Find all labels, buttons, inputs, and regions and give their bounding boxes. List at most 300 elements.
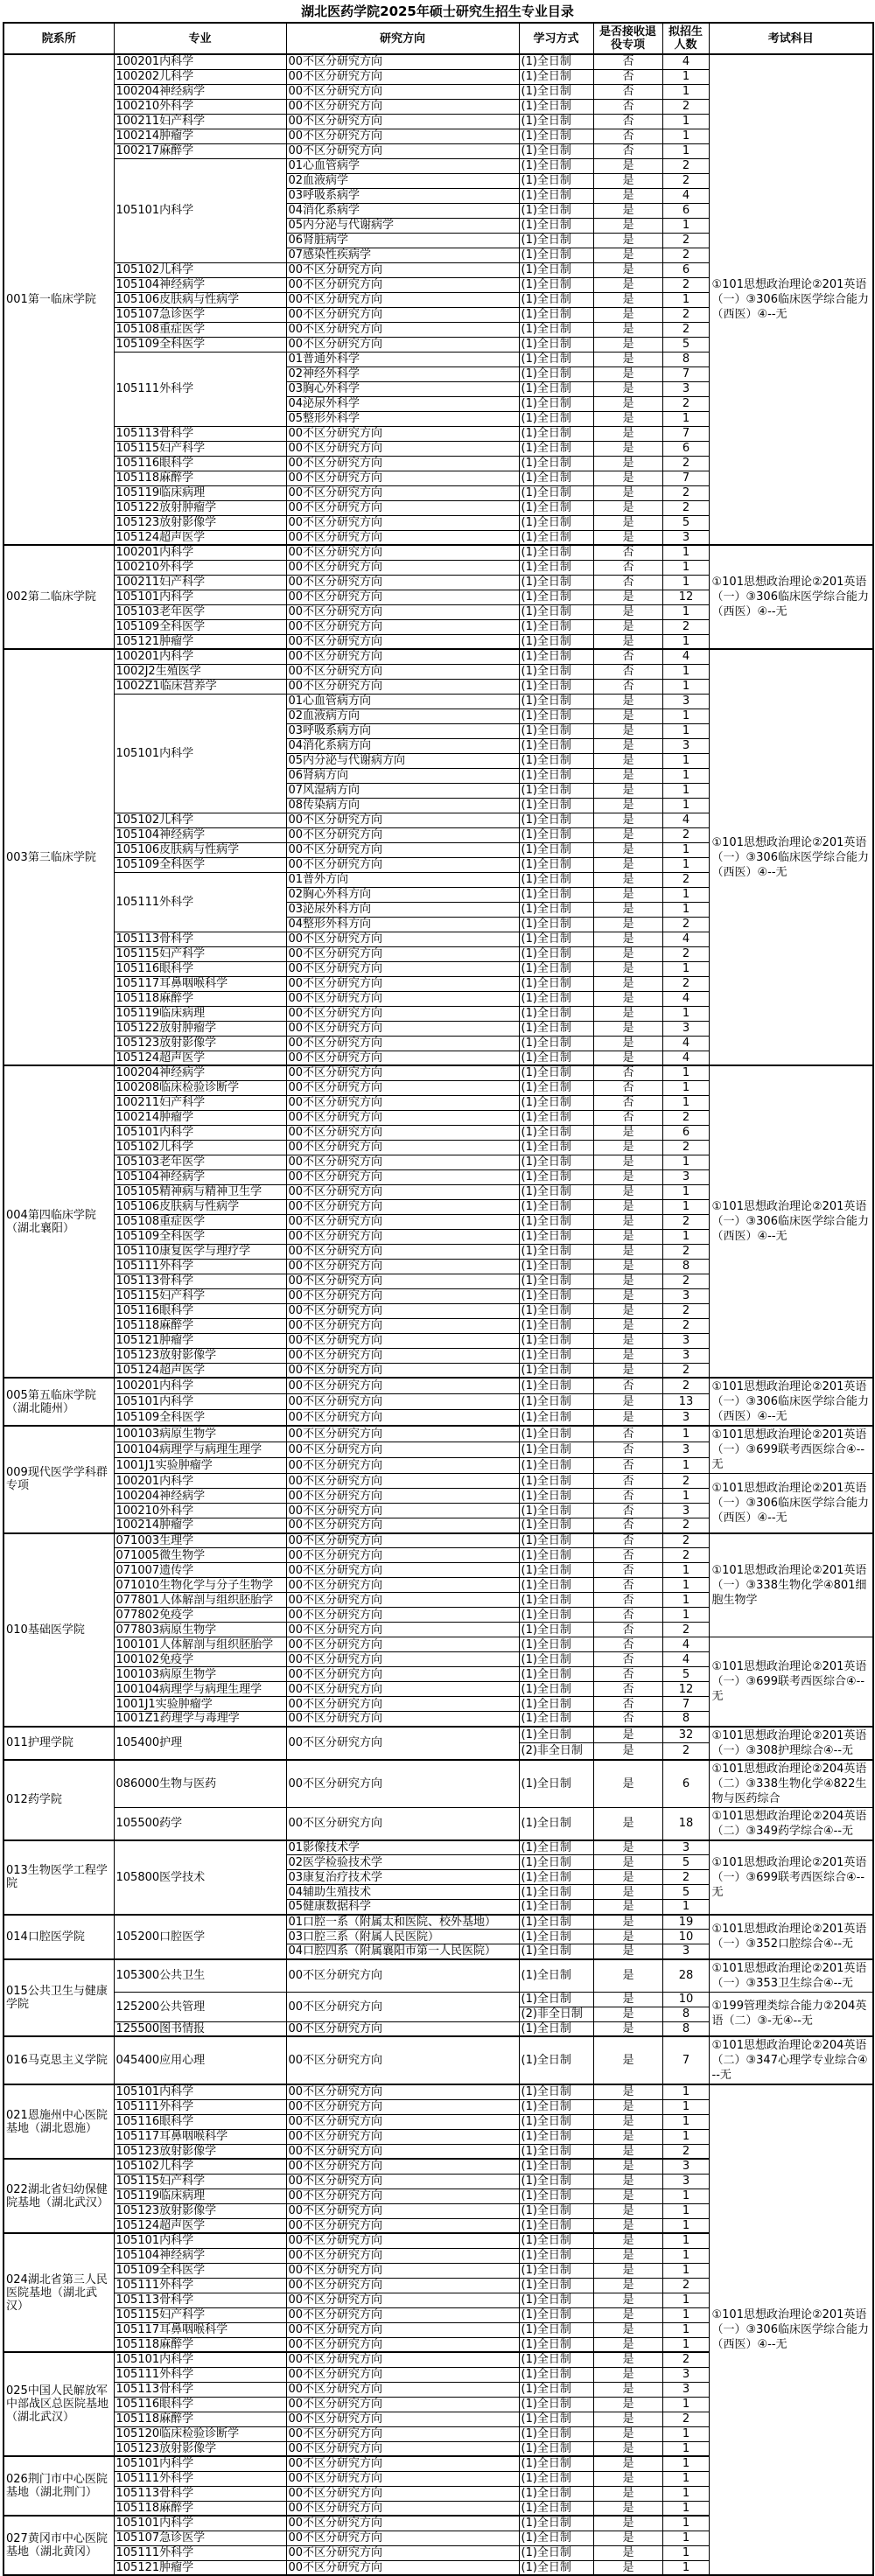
veteran-cell: 是 [593,1363,662,1378]
direction-cell: 00不区分研究方向 [286,1533,519,1548]
college-cell: 024湖北省第三人民医院基地（湖北武汉） [4,2233,114,2352]
veteran-cell: 否 [593,1667,662,1682]
veteran-cell: 是 [593,2263,662,2278]
study-mode-cell: (1)全日制 [519,292,593,307]
study-mode-cell: (1)全日制 [519,1608,593,1623]
col-header-study-mode: 学习方式 [519,23,593,54]
quota-cell: 1 [662,84,709,99]
exam-subjects-cell: ①101思想政治理论②201英语（一）③306临床医学综合能力（西医）④--无 [709,1065,873,1378]
direction-cell: 00不区分研究方向 [286,1051,519,1065]
quota-cell: 2 [662,277,709,292]
veteran-cell: 是 [593,2382,662,2397]
major-cell: 100210外科学 [114,1504,286,1518]
direction-cell: 04消化系病学 [286,203,519,218]
veteran-cell: 是 [593,2441,662,2456]
major-cell: 105102儿科学 [114,2159,286,2174]
quota-cell: 1 [662,2516,709,2531]
quota-cell: 1 [662,2337,709,2352]
veteran-cell: 是 [593,1807,662,1840]
veteran-cell: 是 [593,1318,662,1333]
direction-cell: 00不区分研究方向 [286,1288,519,1303]
direction-cell: 00不区分研究方向 [286,604,519,619]
veteran-cell: 是 [593,694,662,709]
quota-cell: 3 [662,2382,709,2397]
veteran-cell: 是 [593,2174,662,2189]
quota-cell: 1 [662,723,709,738]
veteran-cell: 是 [593,619,662,634]
veteran-cell: 否 [593,1608,662,1623]
study-mode-cell: (1)全日制 [519,560,593,575]
quota-cell: 1 [662,902,709,917]
veteran-cell: 是 [593,932,662,946]
direction-cell: 00不区分研究方向 [286,2099,519,2114]
direction-cell: 00不区分研究方向 [286,441,519,456]
veteran-cell: 是 [593,1900,662,1915]
college-cell: 022湖北省妇幼保健院基地（湖北武汉） [4,2159,114,2233]
study-mode-cell: (1)全日制 [519,2441,593,2456]
col-header-veteran: 是否接收退役专项 [593,23,662,54]
direction-cell: 00不区分研究方向 [286,2278,519,2293]
quota-cell: 2 [662,1318,709,1333]
major-cell: 105102儿科学 [114,813,286,827]
table-row [4,1959,873,1993]
direction-cell: 00不区分研究方向 [286,2367,519,2382]
major-cell: 071010生物化学与分子生物学 [114,1578,286,1593]
direction-cell: 00不区分研究方向 [286,2456,519,2471]
direction-cell: 00不区分研究方向 [286,292,519,307]
veteran-cell: 是 [593,1274,662,1288]
major-cell: 105109全科医学 [114,857,286,872]
veteran-cell: 是 [593,426,662,441]
study-mode-cell: (1)全日制 [519,1667,593,1682]
page-title: 湖北医药学院2025年硕士研究生招生专业目录 [301,3,574,19]
major-cell: 105122放射肿瘤学 [114,1021,286,1036]
quota-cell: 1 [662,887,709,902]
major-cell: 105113骨科学 [114,932,286,946]
veteran-cell: 是 [593,1140,662,1155]
veteran-cell: 否 [593,1712,662,1727]
direction-cell: 00不区分研究方向 [286,991,519,1006]
major-cell: 105118麻醉学 [114,2501,286,2516]
direction-cell: 00不区分研究方向 [286,2293,519,2307]
major-cell: 105121肿瘤学 [114,634,286,649]
study-mode-cell: (1)全日制 [519,1682,593,1697]
study-mode-cell: (1)全日制 [519,738,593,753]
study-mode-cell: (1)全日制 [519,664,593,679]
quota-cell: 5 [662,515,709,530]
major-cell: 105113骨科学 [114,2293,286,2307]
veteran-cell: 是 [593,2412,662,2426]
study-mode-cell: (1)全日制 [519,753,593,768]
quota-cell: 1 [662,2560,709,2575]
direction-cell: 00不区分研究方向 [286,664,519,679]
veteran-cell: 是 [593,1288,662,1303]
quota-cell: 1 [662,604,709,619]
direction-cell: 00不区分研究方向 [286,2248,519,2263]
study-mode-cell: (1)全日制 [519,143,593,158]
direction-cell: 05内分泌与代谢病方向 [286,753,519,768]
major-cell: 105110康复医学与理疗学 [114,1244,286,1259]
veteran-cell: 是 [593,753,662,768]
major-cell: 100201内科学 [114,54,286,69]
direction-cell: 00不区分研究方向 [286,530,519,545]
direction-cell: 00不区分研究方向 [286,1489,519,1504]
table-row [4,1378,873,1393]
study-mode-cell: (1)全日制 [519,1652,593,1667]
major-cell: 105109全科医学 [114,337,286,352]
quota-cell: 2 [662,827,709,842]
direction-cell: 00不区分研究方向 [286,2036,519,2084]
study-mode-cell: (1)全日制 [519,233,593,248]
major-cell: 100217麻醉学 [114,143,286,158]
direction-cell: 03呼吸系病学 [286,188,519,203]
college-cell: 016马克思主义学院 [4,2036,114,2084]
quota-cell: 7 [662,471,709,485]
major-cell: 105300公共卫生 [114,1959,286,1993]
study-mode-cell: (1)全日制 [519,604,593,619]
major-cell: 105104神经病学 [114,2248,286,2263]
exam-subjects-cell: ①101思想政治理论②201英语（一）③699联考西医综合④--无 [709,1637,873,1727]
veteran-cell: 是 [593,1214,662,1229]
direction-cell: 00不区分研究方向 [286,1652,519,1667]
quota-cell: 2 [662,1214,709,1229]
direction-cell: 00不区分研究方向 [286,575,519,590]
quota-cell: 1 [662,2501,709,2516]
quota-cell: 1 [662,69,709,84]
major-cell: 1001J1实验肿瘤学 [114,1457,286,1473]
exam-subjects-cell: ①101思想政治理论②204英语（二）③349药学综合④--无 [709,1807,873,1840]
direction-cell: 00不区分研究方向 [286,2531,519,2545]
study-mode-cell: (1)全日制 [519,1348,593,1363]
veteran-cell: 是 [593,2397,662,2412]
direction-cell: 01心血管病方向 [286,694,519,709]
quota-cell: 10 [662,1992,709,2007]
quota-cell: 3 [662,1840,709,1855]
veteran-cell: 是 [593,1199,662,1214]
quota-cell: 2 [662,248,709,262]
veteran-cell: 是 [593,233,662,248]
quota-cell: 19 [662,1915,709,1930]
veteran-cell: 是 [593,2021,662,2036]
veteran-cell: 是 [593,173,662,188]
direction-cell: 00不区分研究方向 [286,932,519,946]
study-mode-cell: (1)全日制 [519,1393,593,1409]
veteran-cell: 否 [593,1080,662,1095]
direction-cell: 00不区分研究方向 [286,1393,519,1409]
direction-cell: 00不区分研究方向 [286,1712,519,1727]
quota-cell: 8 [662,1259,709,1274]
quota-cell: 2 [662,322,709,337]
study-mode-cell: (1)全日制 [519,307,593,322]
college-cell: 010基础医学院 [4,1533,114,1727]
quota-cell: 10 [662,1930,709,1944]
major-cell: 105115妇产科学 [114,2174,286,2189]
quota-cell: 2 [662,1533,709,1548]
direction-cell: 00不区分研究方向 [286,545,519,560]
veteran-cell: 是 [593,1840,662,1855]
exam-subjects-cell: ①101思想政治理论②201英语（一）③353卫生综合④--无 [709,1959,873,1993]
direction-cell: 03胸心外科学 [286,381,519,396]
major-cell: 105121肿瘤学 [114,2560,286,2575]
veteran-cell: 是 [593,1930,662,1944]
direction-cell: 07感染性疾病学 [286,248,519,262]
quota-cell: 1 [662,575,709,590]
quota-cell: 2 [662,976,709,991]
veteran-cell: 是 [593,292,662,307]
quota-cell: 1 [662,114,709,129]
quota-cell: 1 [662,1065,709,1080]
veteran-cell: 否 [593,1682,662,1697]
quota-cell: 1 [662,783,709,798]
study-mode-cell: (1)全日制 [519,1363,593,1378]
veteran-cell: 是 [593,367,662,381]
direction-cell: 00不区分研究方向 [286,590,519,604]
study-mode-cell: (2)非全日制 [519,2007,593,2021]
direction-cell: 00不区分研究方向 [286,1667,519,1682]
direction-cell: 00不区分研究方向 [286,2263,519,2278]
quota-cell: 2 [662,1140,709,1155]
veteran-cell: 否 [593,664,662,679]
quota-cell: 1 [662,129,709,143]
quota-cell: 1 [662,2293,709,2307]
quota-cell: 32 [662,1727,709,1743]
study-mode-cell: (1)全日制 [519,709,593,723]
veteran-cell: 是 [593,1959,662,1993]
quota-cell: 1 [662,857,709,872]
major-cell: 105104神经病学 [114,827,286,842]
veteran-cell: 否 [593,575,662,590]
direction-cell: 00不区分研究方向 [286,99,519,114]
direction-cell: 00不区分研究方向 [286,1563,519,1578]
major-cell: 105111外科学 [114,2099,286,2114]
veteran-cell: 是 [593,530,662,545]
study-mode-cell: (1)全日制 [519,1900,593,1915]
major-cell: 086000生物与医药 [114,1760,286,1808]
veteran-cell: 是 [593,2129,662,2144]
veteran-cell: 是 [593,456,662,471]
veteran-cell: 是 [593,1259,662,1274]
study-mode-cell: (1)全日制 [519,69,593,84]
quota-cell: 7 [662,1697,709,1712]
major-cell: 105115妇产科学 [114,1288,286,1303]
quota-cell: 3 [662,2159,709,2174]
direction-cell: 01心血管病学 [286,158,519,173]
veteran-cell: 是 [593,262,662,277]
quota-cell: 1 [662,411,709,426]
major-cell: 105123放射影像学 [114,515,286,530]
major-cell: 105124超声医学 [114,2218,286,2233]
direction-cell: 00不区分研究方向 [286,649,519,664]
direction-cell: 00不区分研究方向 [286,277,519,292]
quota-cell: 1 [662,2397,709,2412]
veteran-cell: 是 [593,248,662,262]
quota-cell: 2 [662,1363,709,1378]
veteran-cell: 是 [593,2189,662,2203]
exam-subjects-cell: ①101思想政治理论②204英语（二）③347心理学专业综合④--无 [709,2036,873,2084]
quota-cell: 1 [662,961,709,976]
direction-cell: 00不区分研究方向 [286,84,519,99]
veteran-cell: 是 [593,2278,662,2293]
direction-cell: 03口腔三系（附属人民医院） [286,1930,519,1944]
col-header-major: 专业 [114,23,286,54]
major-cell: 105106皮肤病与性病学 [114,842,286,857]
study-mode-cell: (1)全日制 [519,1333,593,1348]
quota-cell: 3 [662,694,709,709]
study-mode-cell: (1)全日制 [519,1184,593,1199]
major-cell: 105123放射影像学 [114,1036,286,1051]
veteran-cell: 是 [593,946,662,961]
direction-cell: 01口腔一系（附属太和医院、校外基地） [286,1915,519,1930]
major-cell: 105124超声医学 [114,1363,286,1378]
exam-subjects-cell: ①101思想政治理论②201英语（一）③338生物化学④801细胞生物学 [709,1533,873,1637]
veteran-cell: 是 [593,976,662,991]
direction-cell: 03呼吸系病方向 [286,723,519,738]
direction-cell: 06肾病方向 [286,768,519,783]
study-mode-cell: (1)全日制 [519,411,593,426]
major-cell: 105101内科学 [114,2516,286,2531]
quota-cell: 1 [662,2114,709,2129]
direction-cell: 00不区分研究方向 [286,1006,519,1021]
major-cell: 105113骨科学 [114,2382,286,2397]
quota-cell: 3 [662,738,709,753]
direction-cell: 00不区分研究方向 [286,262,519,277]
study-mode-cell: (1)全日制 [519,2144,593,2159]
veteran-cell: 是 [593,2218,662,2233]
major-cell: 105105精神病与精神卫生学 [114,1184,286,1199]
quota-cell: 6 [662,441,709,456]
veteran-cell: 是 [593,1184,662,1199]
veteran-cell: 是 [593,991,662,1006]
exam-subjects-cell: ①101思想政治理论②201英语（一）③306临床医学综合能力（西医）④--无 [709,54,873,545]
direction-cell: 02血液病学 [286,173,519,188]
direction-cell: 00不区分研究方向 [286,2516,519,2531]
major-cell: 105121肿瘤学 [114,1333,286,1348]
major-cell: 100104病理学与病理生理学 [114,1442,286,1457]
quota-cell: 1 [662,218,709,233]
veteran-cell: 是 [593,842,662,857]
study-mode-cell: (1)全日制 [519,1125,593,1140]
direction-cell: 00不区分研究方向 [286,2501,519,2516]
direction-cell: 00不区分研究方向 [286,2382,519,2397]
veteran-cell: 是 [593,723,662,738]
direction-cell: 00不区分研究方向 [286,1095,519,1110]
table-row [4,1533,873,1548]
major-cell: 105107急诊医学 [114,307,286,322]
direction-cell: 00不区分研究方向 [286,1110,519,1125]
direction-cell: 03康复治疗技术学 [286,1870,519,1885]
major-cell: 105113骨科学 [114,426,286,441]
study-mode-cell: (1)全日制 [519,2426,593,2441]
quota-cell: 6 [662,262,709,277]
veteran-cell: 否 [593,1548,662,1563]
direction-cell: 00不区分研究方向 [286,129,519,143]
direction-cell: 00不区分研究方向 [286,337,519,352]
direction-cell: 00不区分研究方向 [286,2129,519,2144]
quota-cell: 1 [662,1593,709,1608]
quota-cell: 1 [662,1184,709,1199]
direction-cell: 00不区分研究方向 [286,2218,519,2233]
major-cell: 105102儿科学 [114,1140,286,1155]
exam-subjects-cell: ①101思想政治理论②201英语（一）③699联考西医综合④--无 [709,1426,873,1474]
direction-cell: 00不区分研究方向 [286,2486,519,2501]
veteran-cell: 是 [593,798,662,813]
quota-cell: 1 [662,1457,709,1473]
study-mode-cell: (1)全日制 [519,1578,593,1593]
quota-cell: 8 [662,2021,709,2036]
quota-cell: 1 [662,1900,709,1915]
study-mode-cell: (1)全日制 [519,456,593,471]
direction-cell: 00不区分研究方向 [286,1333,519,1348]
veteran-cell: 是 [593,1244,662,1259]
veteran-cell: 是 [593,2084,662,2099]
major-cell: 105400护理 [114,1727,286,1760]
quota-cell: 7 [662,426,709,441]
veteran-cell: 是 [593,1169,662,1184]
veteran-cell: 是 [593,634,662,649]
direction-cell: 00不区分研究方向 [286,619,519,634]
major-cell: 105118麻醉学 [114,991,286,1006]
major-cell: 105106皮肤病与性病学 [114,1199,286,1214]
major-cell: 100202儿科学 [114,69,286,84]
veteran-cell: 是 [593,2367,662,2382]
exam-subjects-cell: ①101思想政治理论②201英语（一）③306临床医学综合能力（西医）④--无 [709,545,873,649]
direction-cell: 00不区分研究方向 [286,2412,519,2426]
quota-cell: 2 [662,500,709,515]
study-mode-cell: (1)全日制 [519,2293,593,2307]
exam-subjects-cell: ①101思想政治理论②201英语（一）③352口腔综合④--无 [709,1915,873,1959]
study-mode-cell: (1)全日制 [519,530,593,545]
quota-cell: 2 [662,396,709,411]
veteran-cell: 是 [593,917,662,932]
study-mode-cell: (1)全日制 [519,471,593,485]
table-row [4,2036,873,2084]
quota-cell: 6 [662,1760,709,1808]
major-cell: 105101内科学 [114,2233,286,2248]
direction-cell: 00不区分研究方向 [286,2174,519,2189]
major-cell: 100201内科学 [114,1378,286,1393]
quota-cell: 1 [662,2263,709,2278]
quota-cell: 3 [662,1169,709,1184]
major-cell: 1002Z1临床营养学 [114,679,286,694]
major-cell: 105113骨科学 [114,2486,286,2501]
veteran-cell: 否 [593,1110,662,1125]
quota-cell: 5 [662,1885,709,1900]
study-mode-cell: (1)全日制 [519,1303,593,1318]
veteran-cell: 是 [593,1992,662,2007]
quota-cell: 1 [662,842,709,857]
major-cell: 105200口腔医学 [114,1915,286,1959]
veteran-cell: 是 [593,2501,662,2516]
study-mode-cell: (1)全日制 [519,99,593,114]
quota-cell: 2 [662,307,709,322]
quota-cell: 3 [662,2367,709,2382]
quota-cell: 3 [662,530,709,545]
major-cell: 100211妇产科学 [114,1095,286,1110]
veteran-cell: 否 [593,1578,662,1593]
table-row [4,545,873,560]
study-mode-cell: (1)全日制 [519,396,593,411]
quota-cell: 1 [662,2307,709,2322]
direction-cell: 03泌尿外科方向 [286,902,519,917]
table-row [4,1915,873,1930]
veteran-cell: 是 [593,2144,662,2159]
study-mode-cell: (1)全日制 [519,1442,593,1457]
veteran-cell: 是 [593,2531,662,2545]
major-cell: 105116眼科学 [114,2114,286,2129]
quota-cell: 1 [662,1489,709,1504]
veteran-cell: 是 [593,337,662,352]
exam-subjects-cell: ①101思想政治理论②201英语（一）③306临床医学综合能力（西医）④--无 [709,1378,873,1426]
